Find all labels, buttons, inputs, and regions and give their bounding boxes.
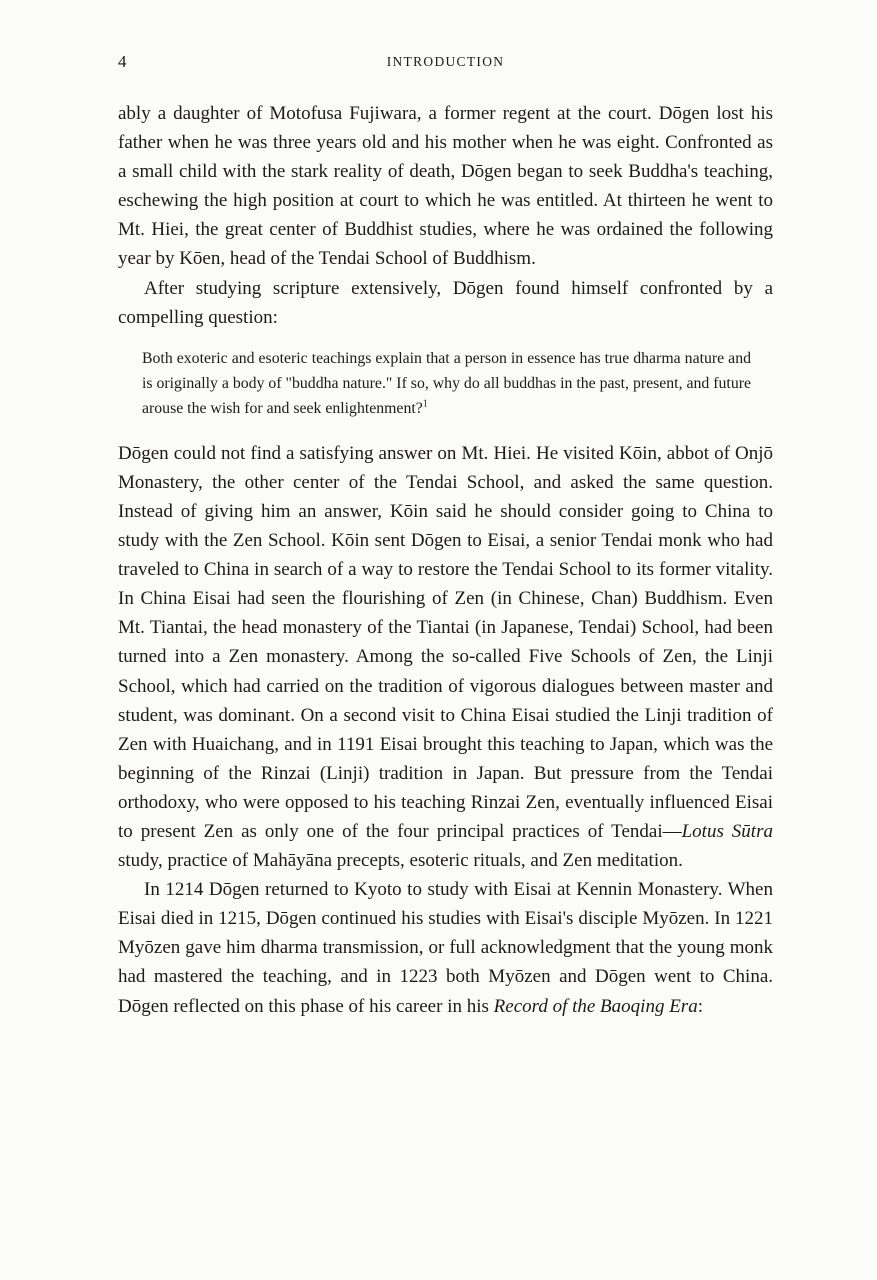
paragraph-4 — [118, 875, 773, 1020]
paragraph-3-italic-title: Lotus Sūtra — [681, 820, 773, 842]
running-head: INTRODUCTION — [386, 54, 505, 69]
block-quote-text: Both exoteric and esoteric teachings explain that a person in essence has true dharma nature and is originally a body of "buddha nature." If so, why do all buddhas in the past, present, and future arouse the wish for and seek enlightenment? — [142, 349, 751, 417]
footnote-marker: 1 — [422, 398, 428, 410]
block-quote — [142, 346, 751, 421]
paragraph-1: ably a daughter of Motofusa Fujiwara, a former regent at the court. Dōgen lost his father when he was three years old and his mother when he was eight. Confronted as a small child with the stark reality of death, Dōgen began to seek Buddha's teaching, eschewing the high position at court to which he was entitled. At thirteen he went to Mt. Hiei, the great center of Buddhist studies, where he was ordained the following year by Kōen, head of the Tendai School of Buddhism. — [118, 103, 773, 270]
page-header — [118, 52, 773, 76]
body-text — [118, 99, 773, 1021]
paragraph-4-text: In 1214 Dōgen returned to Kyoto to study with Eisai at Kennin Monastery. When Eisai died in 1215, Dōgen continued his studies with Eisai's disciple Myōzen. In 1221 Myōzen gave him dharma transmission, or full acknowledgment that the young monk had mastered the teaching, and in 1223 both Myōzen and Dōgen went to China. Dōgen reflected on this phase of his career in his — [118, 879, 773, 1017]
page-number: 4 — [118, 52, 127, 71]
paragraph-3-text: Dōgen could not find a satisfying answer on Mt. Hiei. He visited Kōin, abbot of Onjō Monastery, the other center of the Tendai School, and asked the same question. Instead of giving him an answer, Kōin said he should consider going to China to study with the Zen School. Kōin sent Dōgen to Eisai, a senior Tendai monk who had traveled to China in search of a way to restore the Tendai School to its former vitality. In China Eisai had seen the flourishing of Zen (in Chinese, Chan) Buddhism. Even Mt. Tiantai, the head monastery of the Tiantai (in Japanese, Tendai) School, had been turned into a Zen monastery. Among the so-called Five Schools of Zen, the Linji School, which had carried on the tradition of vigorous dialogues between master and student, was dominant. On a second visit to China Eisai studied the Linji tradition of Zen with Huaichang, and in 1191 Eisai brought this teaching to Japan, which was the beginning of the Rinzai (Linji) tradition in Japan. But pressure from the Tendai orthodoxy, who were opposed to his teaching Rinzai Zen, eventually influenced Eisai to present Zen as only one of the four principal practices of Tendai— — [118, 442, 773, 842]
paragraph-3-end: study, practice of Mahāyāna precepts, esoteric rituals, and Zen meditation. — [118, 850, 683, 872]
paragraph-2: After studying scripture extensively, Dōgen found himself confronted by a compelling question: — [118, 277, 773, 328]
paragraph-4-end: : — [697, 995, 703, 1017]
paragraph-4-italic-title: Record of the Baoqing Era — [493, 995, 698, 1017]
paragraph-3 — [118, 439, 773, 875]
